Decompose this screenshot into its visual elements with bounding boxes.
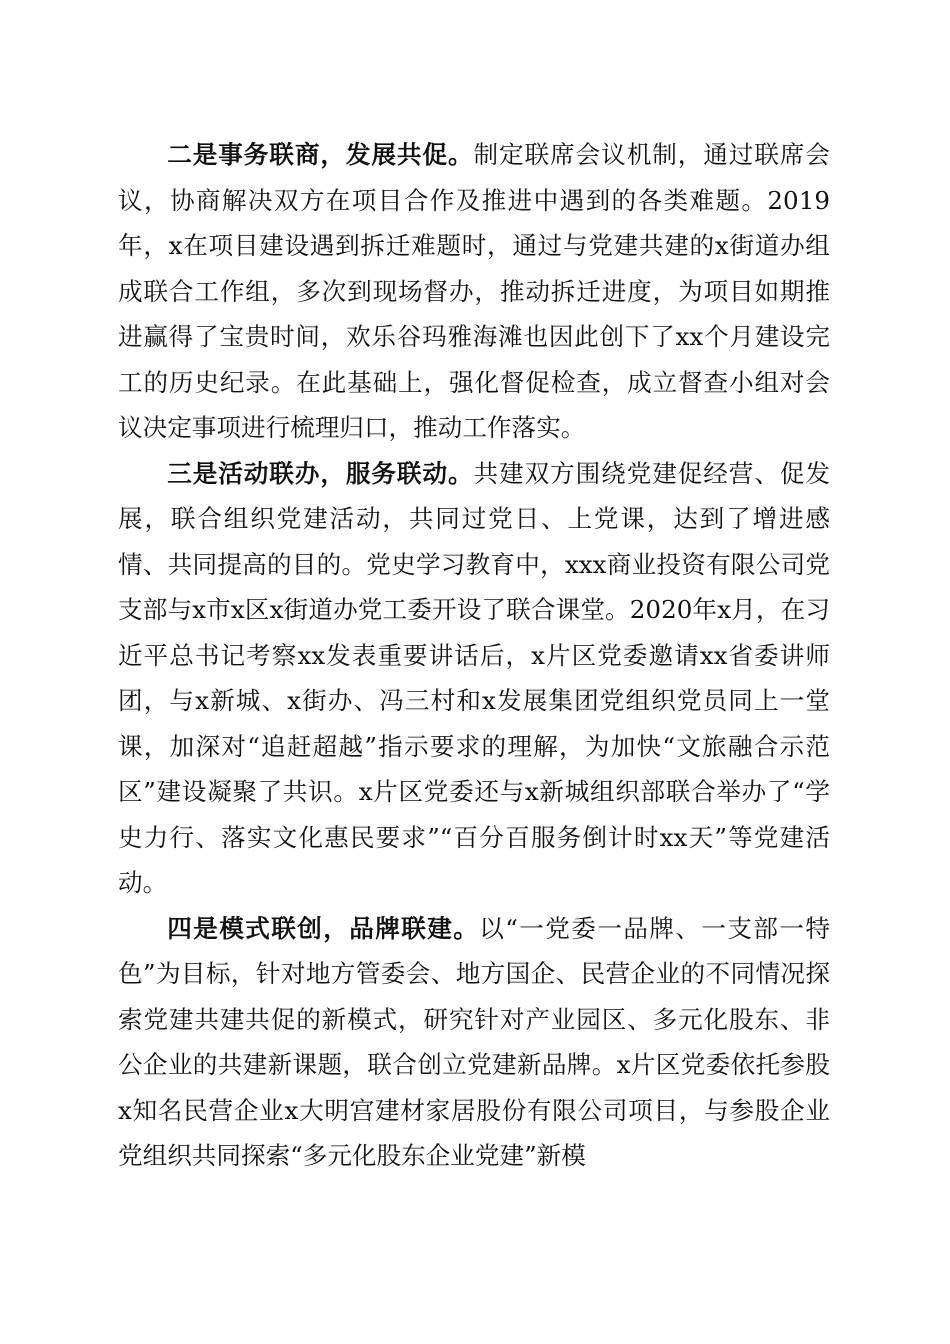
paragraph-affairs-consultation [118,132,830,451]
paragraph-joint-branding [118,906,830,1179]
paragraph-text: 共建双方围绕党建促经营、促发展，联合组织党建活动，共同过党日、上党课，达到了增进感情、共同提高的目的。党史学习教育中，xxx商业投资有限公司党支部与x市x区x街道办党工委开设了联合课堂。2020年x月，在习近平总书记考察xx发表重要讲话后，x片区党委邀请xx省委讲师团，与x新城、x街办、冯三村和x发展集团党组织党员同上一堂课，加深对“追赶超越”指示要求的理解，为加快“文旅融合示范区”建设凝聚了共识。x片区党委还与x新城组织部联合举办了“学史力行、落实文化惠民要求”“百分百服务倒计时xx天”等党建活动。 [118,458,830,897]
paragraph-heading: 二是事务联商，发展共促。 [167,140,474,169]
paragraph-text: 制定联席会议机制，通过联席会议，协商解决双方在项目合作及推进中遇到的各类难题。2019年，x在项目建设遇到拆迁难题时，通过与党建共建的x街道办组成联合工作组，多次到现场督办，推动拆迁进度，为项目如期推进赢得了宝贵时间，欢乐谷玛雅海滩也因此创下了xx个月建设完工的历史纪录。在此基础上，强化督促检查，成立督查小组对会议决定事项进行梳理归口，推动工作落实。 [118,140,830,442]
document-body [118,132,830,1179]
paragraph-heading: 三是活动联办，服务联动。 [167,458,474,488]
paragraph-text: 以“一党委一品牌、一支部一特色”为目标，针对地方管委会、地方国企、民营企业的不同情况探索党建共建共促的新模式，研究针对产业园区、多元化股东、非公企业的共建新课题，联合创立党建新品牌。x片区党委依托参股x知名民营企业x大明宫建材家居股份有限公司项目，与参股企业党组织共同探索“多元化股东企业党建”新模 [118,913,830,1170]
paragraph-joint-activities [118,451,830,906]
paragraph-heading: 四是模式联创，品牌联建。 [167,913,480,943]
